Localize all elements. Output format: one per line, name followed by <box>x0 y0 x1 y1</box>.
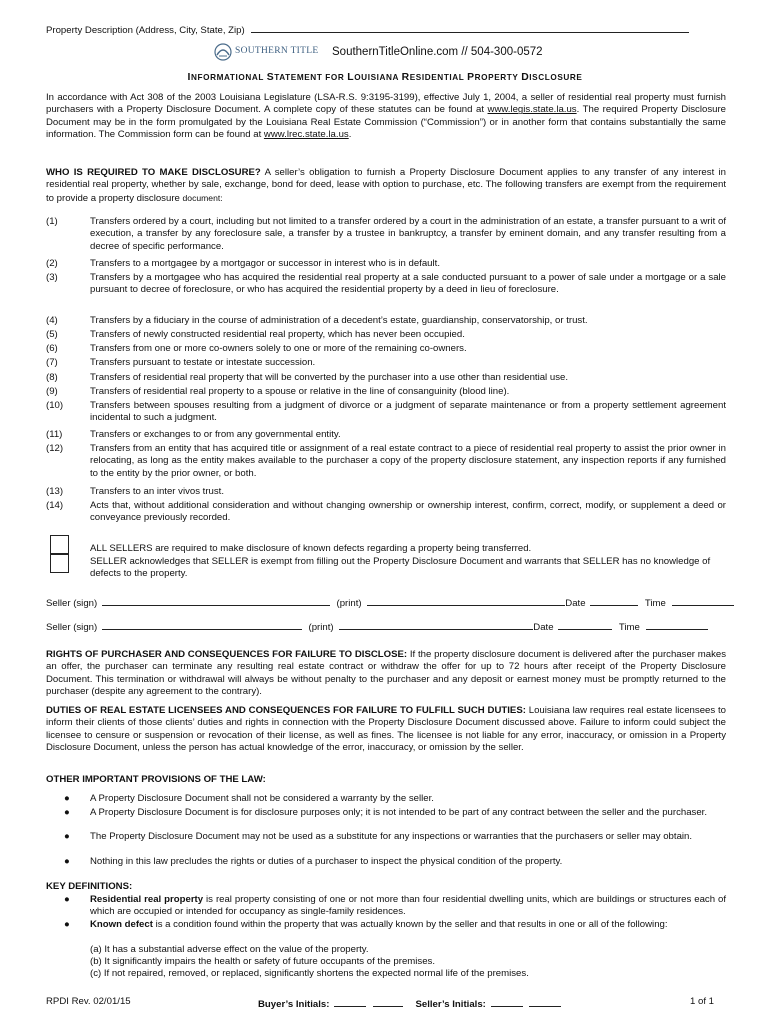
time-field[interactable] <box>646 619 708 630</box>
definition-subitem: (b) It significantly impairs the health or safety of future occupants of the premises. <box>90 956 436 967</box>
seller-signature-row-1: Seller (sign) (print) Date Time <box>46 595 734 609</box>
buyer-initial-field[interactable] <box>373 996 403 1007</box>
duties-paragraph: DUTIES OF REAL ESTATE LICENSEES AND CONSEQUENCES FOR FAILURE TO FULFILL SUCH DUTIES: Louisiana law requires real estate licensees to inform their clients of those clients’ duties and rights in connection with the Property Disclosure Document discussed above. Failure to inform could subject the licensee to censure or suspension or revocation of their license, as well as fines. The licensee is not liable for any error, inaccuracy, or omission in a Property Disclosure Document, unless the person has actual knowledge of the error, inaccuracy, or omission by the seller. <box>46 705 726 754</box>
disclosure-page: Property Description (Address, City, State, Zip) SOUTHERN TITLE SouthernTitleOnline.com // 504-300-0572 INFORMATIONAL STATEMENT FOR LOUISIANA RESIDENTIAL PROPERTY DISCLOSURE In accordance with Act 308 of the 2003 Louisiana Legislature (LSA-R.S. 9:3195-3199), effective July 1, 2004, a seller of residential real property must furnish purchasers with a Property Disclosure Document. A complete copy of these statutes can be found at www.legis.state.la.us. The required Property Disclosure Document may be in the form promulgated by the Louisiana Real Estate Commission (“Commission”) or in another form that contains substantially the same information. The Commission form can be found at www.lrec.state.la.us. WHO IS REQUIRED TO MAKE DISCLOSURE? A seller’s obligation to furnish a Property Disclosure Document applies to any transfer of any interest in residential real property, whether by sale, exchange, bond for deed, lease with option to purchase, etc. The following transfers are exempt from the requirement to provide a property disclosure document: (1) Transfers ordered by a court, including but not limited to a transfer ordered by a court in the administration of an estate, a transfer pursuant to a writ of execution, a transfer by any foreclosure sale, a transfer by a trustee in bankruptcy, a transfer by eminent domain, and any transfer resulting from a decree of specific performance. (2) Transfers to a mortgagee by a mortgagor or successor in interest who is in default. (3) Transfers by a mortgagee who has acquired the residential real property at a sale conducted pursuant to a power of sale under a mortgage or a sale pursuant to decree of foreclosure, or who has acquired the residential property by a deed in lieu of foreclosure. (4) Transfers by a fiduciary in the course of administration of a decedent’s estate, guardianship, conservatorship, or trust. (5) Transfers of newly constructed residential real property, which has never been occupied. (6) Transfers from one or more co-owners solely to one or more of the remaining co-owners. (7) Transfers pursuant to testate or intestate succession. (8) Transfers of residential real property that will be converted by the purchaser into a use other than residential use. (9) Transfers of residential real property to a spouse or relative in the line of consanguinity (blood line). (10) Transfers between spouses resulting from a judgment of divorce or a judgment of separate maintenance or from a property settlement agreement incidental to such a judgment. (11) Transfers or exchanges to or from any governmental entity. (12) Transfers from an entity that has acquired title or assignment of a real estate contract to a piece of residential real property to assist the prior owner in relocating, as long as the entity makes available to the purchaser a copy of the property disclosure statement, any inspection reports if any furnished to the entity by the prior owner, or both. (13) Transfers to an inter vivos trust. (14) Acts that, without additional consideration and without changing ownership or ownership interest, confirm, correct, modify, or supplement a deed or conveyance previously recorded. ALL SELLERS are required to make disclosure of known defects regarding a property being transferred. SELLER acknowledges that SELLER is exempt from filling out the Property Disclosure Document and warrants that SELLER has no knowledge of defects to the property. Seller (sign) (print) Date Time Seller (sign) (print) Date Time RIGHTS OF PURCHASER AND CONSEQUENCES FOR FAILURE TO DISCLOSE: If the property disclosure document is delivered after the purchaser makes an offer, the purchaser can terminate any resulting real estate contract or withdraw the offer for up to 72 hours after receipt of the Property Disclosure Document. This termination or withdrawal will always be without penalty to the purchaser and any deposit or earnest money must be promptly returned to the purchaser (despite any agreement to the contrary). DUTIES OF REAL ESTATE LICENSEES AND CONSEQUENCES FOR FAILURE TO FULFILL SUCH DUTIES: Louisiana law requires real estate licensees to inform their clients of those clients’ duties and rights in connection with the Property Disclosure Document discussed above. Failure to inform could subject the licensee to censure or suspension or revocation of their license, as well as fines. The licensee is not liable for any error, inaccuracy, or omission in a Property Disclosure Document, unless the person has actual knowledge of the error, inaccuracy, or omission by the seller. OTHER IMPORTANT PROVISIONS OF THE LAW: ● A Property Disclosure Document shall not be considered a warranty by the seller. ● A Property Disclosure Document is for disclosure purposes only; it is not intended to be part of any contract between the seller and the purchaser. ● The Property Disclosure Document may not be used as a substitute for any inspections or warranties that the purchasers or seller may obtain. ● Nothing in this law precludes the rights or duties of a purchaser to inspect the physical condition of the property. KEY DEFINITIONS: ● Residential real property is real property consisting of one or not more than four residential dwelling units, which are buildings or structures each of which are occupied or intended for occupancy as single-family residences. ● Known defect is a condition found within the property that was actually known by the seller and that results in one or all of the following: (a) It has a substantial adverse effect on the value of the property. (b) It significantly impairs the health or safety of future occupants of the premises. (c) If not repaired, removed, or replaced, significantly shortens the expected normal life of the premises. RPDI Rev. 02/01/15 Buyer’s Initials: Seller’s Initials: 1 of 1 <box>0 0 770 1024</box>
duties-heading: DUTIES OF REAL ESTATE LICENSEES AND CONSEQUENCES FOR FAILURE TO FULFILL SUCH DUTIES: <box>46 705 526 716</box>
all-sellers-checkbox[interactable] <box>50 535 69 554</box>
definition-subitem: (a) It has a substantial adverse effect on the value of the property. <box>90 944 369 955</box>
definitions-heading: KEY DEFINITIONS: <box>46 881 133 892</box>
page-number: 1 of 1 <box>690 996 715 1007</box>
logo-text: SOUTHERN TITLE <box>235 46 319 56</box>
seller-signature-row-2: Seller (sign) (print) Date Time <box>46 619 708 633</box>
who-paragraph: WHO IS REQUIRED TO MAKE DISCLOSURE? A seller’s obligation to furnish a Property Disclosure Document applies to any transfer of any interest in residential real property, whether by sale, exchange, bond for deed, lease with option to purchase, etc. The following transfers are exempt from the requirement to provide a property disclosure document: <box>46 167 726 204</box>
intro-paragraph: In accordance with Act 308 of the 2003 Louisiana Legislature (LSA-R.S. 9:3195-3199), effective July 1, 2004, a seller of residential real property must furnish purchasers with a Property Disclosure Document. A complete copy of these statutes can be found at www.legis.state.la.us. The required Property Disclosure Document may be in the form promulgated by the Louisiana Real Estate Commission (“Commission”) or in another form that contains substantially the same information. The Commission form can be found at www.lrec.state.la.us. <box>46 92 726 141</box>
seller-print-field[interactable] <box>339 619 533 630</box>
property-description-label: Property Description (Address, City, State, Zip) <box>46 25 245 36</box>
legis-link[interactable]: www.legis.state.la.us <box>487 104 577 116</box>
date-field[interactable] <box>590 595 638 606</box>
seller-initial-field[interactable] <box>491 996 523 1007</box>
rights-paragraph: RIGHTS OF PURCHASER AND CONSEQUENCES FOR FAILURE TO DISCLOSE: If the property disclosure document is delivered after the purchaser makes an offer, the purchaser can terminate any resulting real estate contract or withdraw the offer for up to 72 hours after receipt of the Property Disclosure Document. This termination or withdrawal will always be without penalty to the purchaser and any deposit or earnest money must be promptly returned to the purchaser (despite any agreement to the contrary). <box>46 649 726 698</box>
definition-subitem: (c) If not repaired, removed, or replaced, significantly shortens the expected normal life of the premises. <box>90 968 529 979</box>
lrec-link[interactable]: www.lrec.state.la.us <box>263 129 349 141</box>
seller-sign-field[interactable] <box>102 619 302 630</box>
rights-heading: RIGHTS OF PURCHASER AND CONSEQUENCES FOR FAILURE TO DISCLOSE: <box>46 649 408 660</box>
initials-row: Buyer’s Initials: Seller’s Initials: <box>258 996 561 1010</box>
page-title: INFORMATIONAL STATEMENT FOR LOUISIANA RESIDENTIAL PROPERTY DISCLOSURE <box>187 72 583 83</box>
exempt-checkbox[interactable] <box>50 554 69 573</box>
seller-print-field[interactable] <box>367 595 565 606</box>
other-heading: OTHER IMPORTANT PROVISIONS OF THE LAW: <box>46 774 266 785</box>
contact-info: SouthernTitleOnline.com // 504-300-0572 <box>332 46 543 58</box>
southern-title-logo <box>213 41 323 63</box>
property-description-row <box>46 22 689 36</box>
buyer-initial-field[interactable] <box>334 996 366 1007</box>
property-description-field[interactable] <box>251 22 689 33</box>
who-heading: WHO IS REQUIRED TO MAKE DISCLOSURE? <box>46 167 261 178</box>
revision-label: RPDI Rev. 02/01/15 <box>46 996 131 1007</box>
date-field[interactable] <box>558 619 612 630</box>
all-sellers-statement: ALL SELLERS are required to make disclosure of known defects regarding a property being transferred. <box>90 543 532 554</box>
seller-sign-field[interactable] <box>102 595 330 606</box>
exempt-statement: SELLER acknowledges that SELLER is exempt from filling out the Property Disclosure Document and warrants that SELLER has no knowledge of defects to the property. <box>90 556 711 580</box>
seller-initial-field[interactable] <box>529 996 561 1007</box>
time-field[interactable] <box>672 595 734 606</box>
